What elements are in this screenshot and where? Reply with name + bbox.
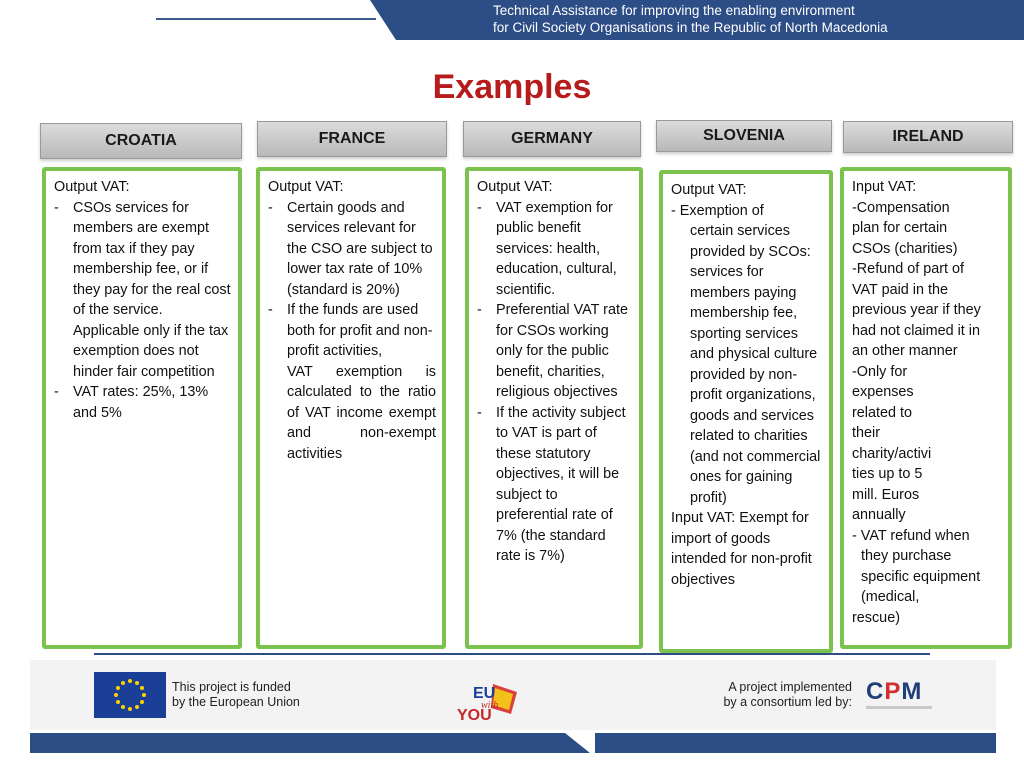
logo-with-text: with <box>481 700 499 711</box>
germany-item-text: VAT exemption for public benefit services: health, education, cultural, scientific. <box>496 199 617 298</box>
ireland-line: previous year if they <box>852 302 981 318</box>
eu-with-you-logo <box>455 678 521 722</box>
cpm-letter-p: P <box>884 678 902 705</box>
tab-germany: GERMANY <box>463 121 641 157</box>
tab-slovenia: SLOVENIA <box>656 120 832 152</box>
footer-rule <box>94 653 930 655</box>
france-intro: Output VAT: <box>268 179 344 195</box>
germany-intro: Output VAT: <box>477 179 553 195</box>
tab-ireland: IRELAND <box>843 121 1013 153</box>
tab-croatia: CROATIA <box>40 123 242 159</box>
germany-item: - If the activity subject to VAT is part of these statutory objectives, it will be subject to preferential rate of 7% (the standard rate is 7%) <box>477 403 633 567</box>
germany-item: - VAT exemption for public benefit services: health, education, cultural, scientific. <box>477 198 633 301</box>
croatia-intro: Output VAT: <box>54 179 130 195</box>
ireland-intro: Input VAT: <box>852 179 917 195</box>
germany-item-text: Preferential VAT rate for CSOs working only for the public benefit, charities, religious objectives <box>496 302 628 400</box>
ireland-line: mill. Euros <box>852 486 920 503</box>
implemented-line-2: by a consortium led by: <box>723 695 852 709</box>
slovenia-intro: Output VAT: <box>671 182 747 198</box>
croatia-item-text: CSOs services for members are exempt from tax if they pay membership fee, or if they pay for the real cost of the service. Applicable only if the tax exemption does not hinder fair competition <box>73 199 231 380</box>
page-title: Examples <box>432 68 592 106</box>
croatia-item: - CSOs services for members are exempt from tax if they pay membership fee, or if they pay for the real cost of the service. Applicable only if the tax exemption does not hinder fair competition <box>54 198 232 383</box>
germany-item-text: If the activity subject to VAT is part of these statutory objectives, it will be subject to preferential rate of 7% (the standard rate is 7%) <box>496 404 626 564</box>
slovenia-box <box>659 170 833 653</box>
ireland-line: -Compensation <box>852 199 950 216</box>
ireland-line: they purchase <box>861 548 952 564</box>
ireland-line: CSOs (charities) <box>852 240 958 257</box>
ireland-line: ties up to 5 <box>852 466 923 482</box>
logo-eu-text: EU <box>473 685 496 702</box>
croatia-item: - VAT rates: 25%, 13% and 5% <box>54 382 232 423</box>
header-rule <box>156 18 376 20</box>
ireland-line: specific equipment <box>861 568 981 585</box>
header-line-1: Technical Assistance for improving the enabling environment <box>493 3 855 18</box>
france-box <box>256 167 446 649</box>
germany-item: - Preferential VAT rate for CSOs working only for the public benefit, charities, religious objectives <box>477 300 633 403</box>
ireland-line: -Refund of part of <box>852 261 964 277</box>
france-item-text: If the funds are used both for profit and non-profit activities, <box>287 302 433 359</box>
cpm-letter-m: M <box>901 678 923 705</box>
france-item: - Certain goods and services relevant for the CSO are subject to lower tax rate of 10% (standard is 20%) <box>268 198 436 301</box>
france-item-text: Certain goods and services relevant for the CSO are subject to lower tax rate of 10% (standard is 20%) <box>287 199 433 298</box>
ireland-box <box>840 167 1012 649</box>
ireland-line: annually <box>852 507 906 523</box>
germany-box <box>465 167 643 649</box>
slovenia-item-first: - Exemption of <box>671 202 764 219</box>
header-line-2: for Civil Society Organisations in the Republic of North Macedonia <box>493 20 888 35</box>
header-text <box>493 2 888 36</box>
implemented-line-1: A project implemented <box>728 680 852 694</box>
france-item-continuation: VAT exemption is calculated to the ratio of VAT income exempt and non-exempt activities <box>287 363 436 462</box>
croatia-box <box>42 167 242 649</box>
ireland-line: - VAT refund when <box>852 527 970 544</box>
ireland-line: their <box>852 425 880 441</box>
ireland-line: -Only for <box>852 363 908 380</box>
implemented-by-text <box>710 680 852 710</box>
eu-funded-line-1: This project is funded <box>172 680 291 694</box>
slovenia-item-text: certain services provided by SCOs: services for members paying membership fee, sporting services and physical culture provided by non-profit organizations, goods and services related to charities (and not commercial ones for gaining profit) <box>690 223 821 506</box>
eu-flag-icon <box>94 672 166 718</box>
footer-band-right <box>595 733 996 753</box>
cpm-letter-c: C <box>866 678 885 705</box>
ireland-line: VAT paid in the <box>852 281 948 298</box>
ireland-line: charity/activi <box>852 445 932 462</box>
cpm-logo-subline <box>866 706 932 709</box>
france-item: - If the funds are used both for profit and non-profit activities, <box>268 300 436 362</box>
ireland-line: expenses <box>852 384 914 400</box>
ireland-line: (medical, <box>861 589 920 605</box>
croatia-item-text: VAT rates: 25%, 13% and 5% <box>73 384 209 421</box>
eu-funded-text <box>172 680 300 710</box>
footer-band-left <box>30 733 590 753</box>
ireland-line: had not claimed it in <box>852 322 980 339</box>
ireland-line: an other manner <box>852 343 958 359</box>
ireland-line: related to <box>852 404 913 421</box>
tab-france: FRANCE <box>257 121 447 157</box>
cpm-logo <box>866 678 922 706</box>
logo-you-text: YOU <box>457 707 492 722</box>
eu-funded-line-2: by the European Union <box>172 695 300 709</box>
slovenia-input-vat: Input VAT: Exempt for import of goods intended for non-profit objectives <box>671 510 812 588</box>
ireland-line: plan for certain <box>852 220 948 236</box>
ireland-line: rescue) <box>852 609 900 626</box>
